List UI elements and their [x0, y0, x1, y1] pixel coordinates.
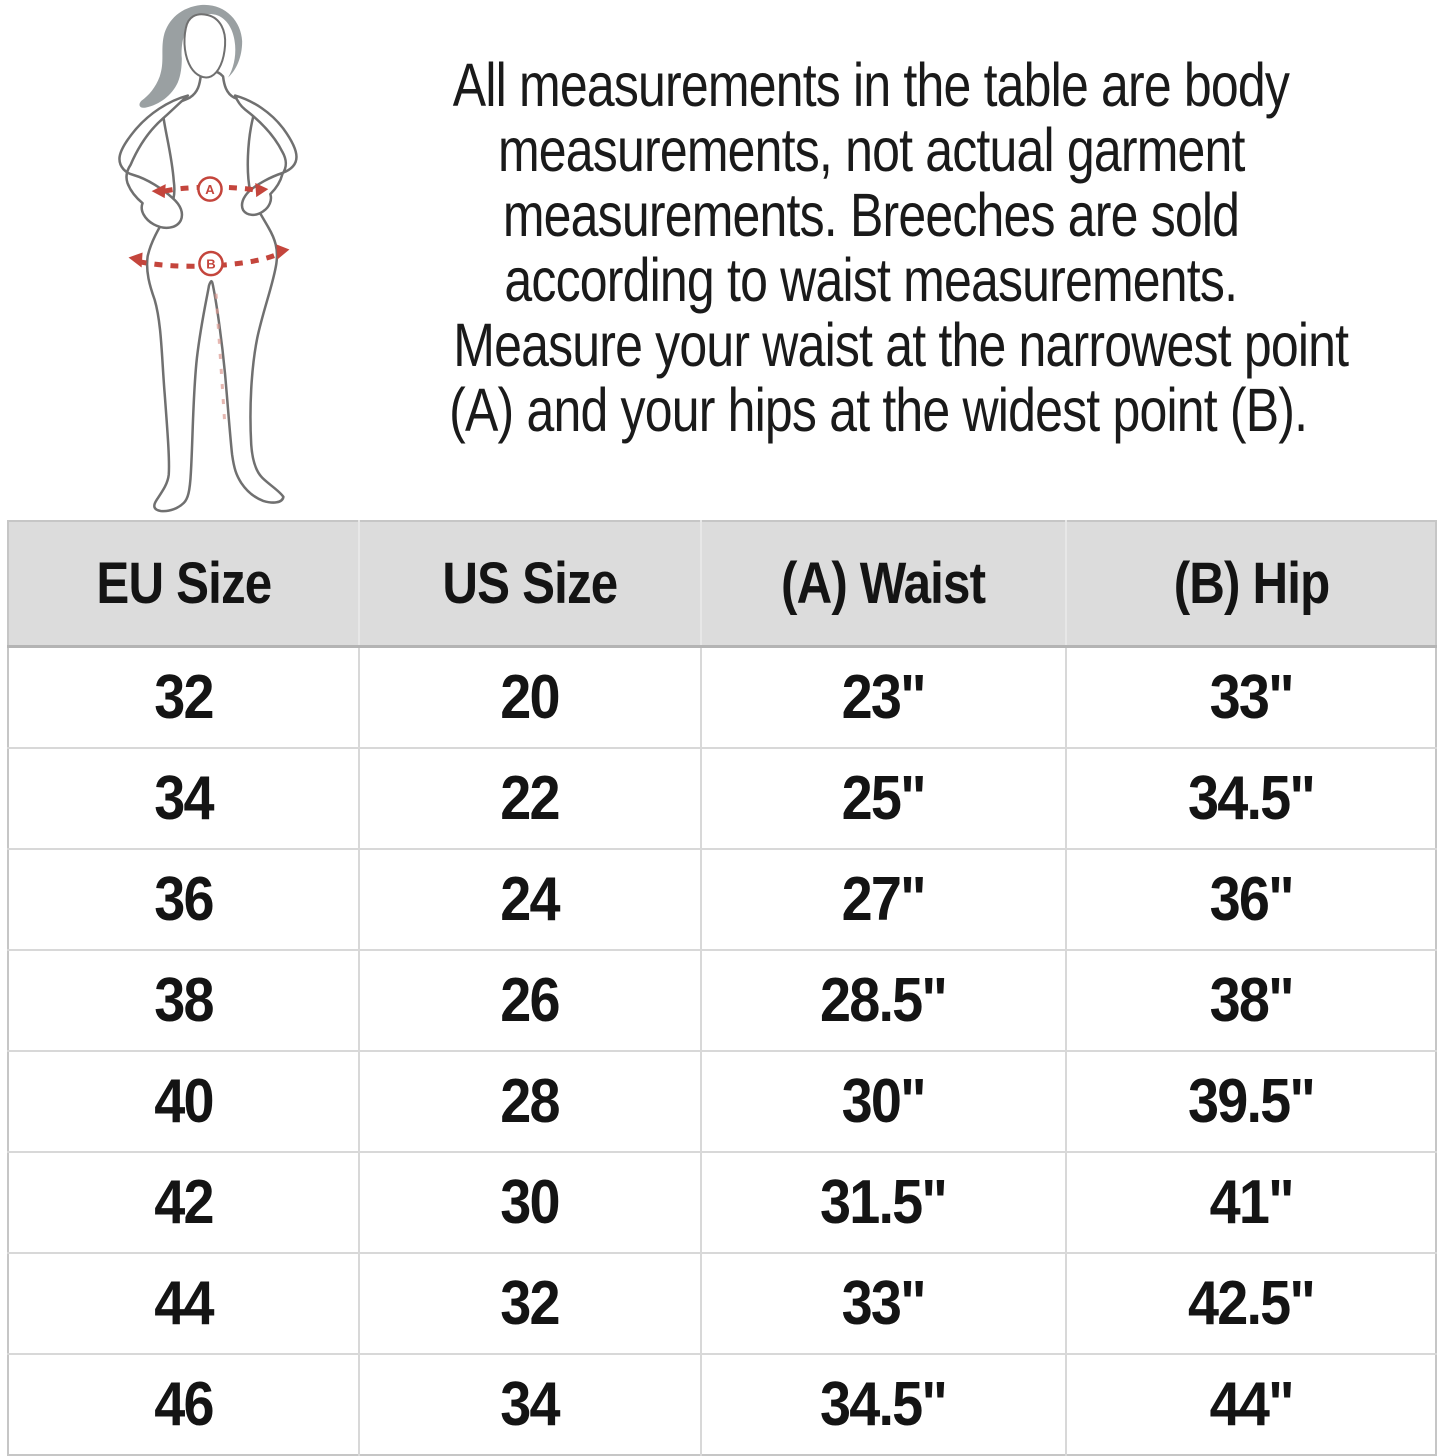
header-eu-size	[8, 521, 359, 647]
intro-line-text: (A) and your hips at the widest point (B).	[449, 376, 1308, 444]
table-row	[8, 1354, 1436, 1455]
cell-value: 28.5"	[820, 966, 947, 1035]
cell-us-size	[359, 1152, 700, 1253]
cell-value: 31.5"	[820, 1168, 947, 1237]
size-table-body	[8, 647, 1436, 1456]
cell-us-size	[359, 1354, 700, 1455]
cell-value: 44"	[1209, 1370, 1293, 1439]
cell-value: 27"	[841, 865, 925, 934]
table-row	[8, 849, 1436, 950]
cell-value: 32	[154, 663, 213, 732]
cell-value: 36	[154, 865, 213, 934]
header-us-size	[359, 521, 700, 647]
intro-line	[355, 378, 1387, 443]
header-waist-label: (A) Waist	[781, 551, 986, 616]
cell-hip	[1066, 950, 1436, 1051]
cell-value: 25"	[841, 764, 925, 833]
table-row	[8, 1152, 1436, 1253]
header-us-size-label: US Size	[442, 551, 618, 616]
cell-hip	[1066, 748, 1436, 849]
table-row	[8, 950, 1436, 1051]
table-row	[8, 748, 1436, 849]
hip-label-b: B	[206, 256, 216, 272]
cell-hip	[1066, 1253, 1436, 1354]
intro-line-text: Measure your waist at the narrowest point	[453, 311, 1349, 379]
cell-waist	[701, 1253, 1067, 1354]
cell-hip	[1066, 1152, 1436, 1253]
size-table-header	[8, 521, 1436, 647]
cell-value: 23"	[841, 663, 925, 732]
woman-silhouette-illustration	[88, 0, 340, 518]
cell-value: 42	[154, 1168, 213, 1237]
cell-hip	[1066, 1354, 1436, 1455]
intro-text	[355, 53, 1387, 443]
intro-line-text: measurements, not actual garment	[497, 116, 1245, 184]
cell-eu-size	[8, 849, 359, 950]
header-row	[8, 521, 1436, 647]
cell-waist	[701, 849, 1067, 950]
intro-line	[355, 183, 1387, 248]
cell-eu-size	[8, 1152, 359, 1253]
cell-eu-size	[8, 950, 359, 1051]
cell-hip	[1066, 849, 1436, 950]
cell-value: 33"	[1209, 663, 1293, 732]
cell-value: 34	[500, 1370, 560, 1439]
cell-waist	[701, 1354, 1067, 1455]
cell-value: 22	[500, 764, 560, 833]
cell-value: 38	[154, 966, 213, 1035]
hip-arrow-left	[129, 252, 143, 267]
cell-value: 34.5"	[820, 1370, 947, 1439]
intro-line	[355, 313, 1387, 378]
cell-value: 30	[500, 1168, 560, 1237]
hip-arrow-right	[276, 244, 289, 259]
cell-value: 33"	[841, 1269, 925, 1338]
cell-eu-size	[8, 1354, 359, 1455]
header-waist	[701, 521, 1067, 647]
cell-value: 41"	[1209, 1168, 1293, 1237]
header-eu-size-label: EU Size	[96, 551, 272, 616]
cell-eu-size	[8, 1051, 359, 1152]
table-row	[8, 1253, 1436, 1354]
cell-waist	[701, 1152, 1067, 1253]
waist-label-a: A	[205, 182, 215, 198]
cell-us-size	[359, 1051, 700, 1152]
cell-waist	[701, 950, 1067, 1051]
cell-value: 32	[500, 1269, 560, 1338]
table-row	[8, 647, 1436, 749]
cell-value: 24	[500, 865, 560, 934]
cell-value: 28	[500, 1067, 560, 1136]
intro-line-text: All measurements in the table are body	[452, 51, 1290, 119]
cell-value: 30"	[841, 1067, 925, 1136]
cell-value: 42.5"	[1188, 1269, 1315, 1338]
cell-value: 36"	[1209, 865, 1293, 934]
cell-eu-size	[8, 647, 359, 749]
cell-hip	[1066, 647, 1436, 749]
header-hip	[1066, 521, 1436, 647]
body-outline	[147, 71, 283, 511]
cell-eu-size	[8, 1253, 359, 1354]
cell-value: 44	[154, 1269, 213, 1338]
body-measurement-figure	[88, 0, 340, 518]
cell-value: 34.5"	[1188, 764, 1315, 833]
cell-us-size	[359, 950, 700, 1051]
intro-line-text: measurements. Breeches are sold	[502, 181, 1240, 249]
header-hip-label: (B) Hip	[1173, 551, 1329, 616]
cell-waist	[701, 1051, 1067, 1152]
intro-line	[355, 248, 1387, 313]
cell-value: 20	[500, 663, 560, 732]
cell-value: 26	[500, 966, 560, 1035]
intro-line	[355, 118, 1387, 183]
cell-waist	[701, 647, 1067, 749]
intro-line	[355, 53, 1387, 118]
cell-value: 39.5"	[1188, 1067, 1315, 1136]
cell-eu-size	[8, 748, 359, 849]
intro-line-text: according to waist measurements.	[504, 246, 1238, 314]
cell-waist	[701, 748, 1067, 849]
table-row	[8, 1051, 1436, 1152]
cell-hip	[1066, 1051, 1436, 1152]
size-table	[7, 520, 1437, 1456]
cell-us-size	[359, 748, 700, 849]
cell-value: 38"	[1209, 966, 1293, 1035]
face-outline	[184, 14, 225, 77]
cell-us-size	[359, 647, 700, 749]
cell-us-size	[359, 1253, 700, 1354]
cell-us-size	[359, 849, 700, 950]
cell-value: 46	[154, 1370, 213, 1439]
cell-value: 34	[154, 764, 213, 833]
cell-value: 40	[154, 1067, 213, 1136]
